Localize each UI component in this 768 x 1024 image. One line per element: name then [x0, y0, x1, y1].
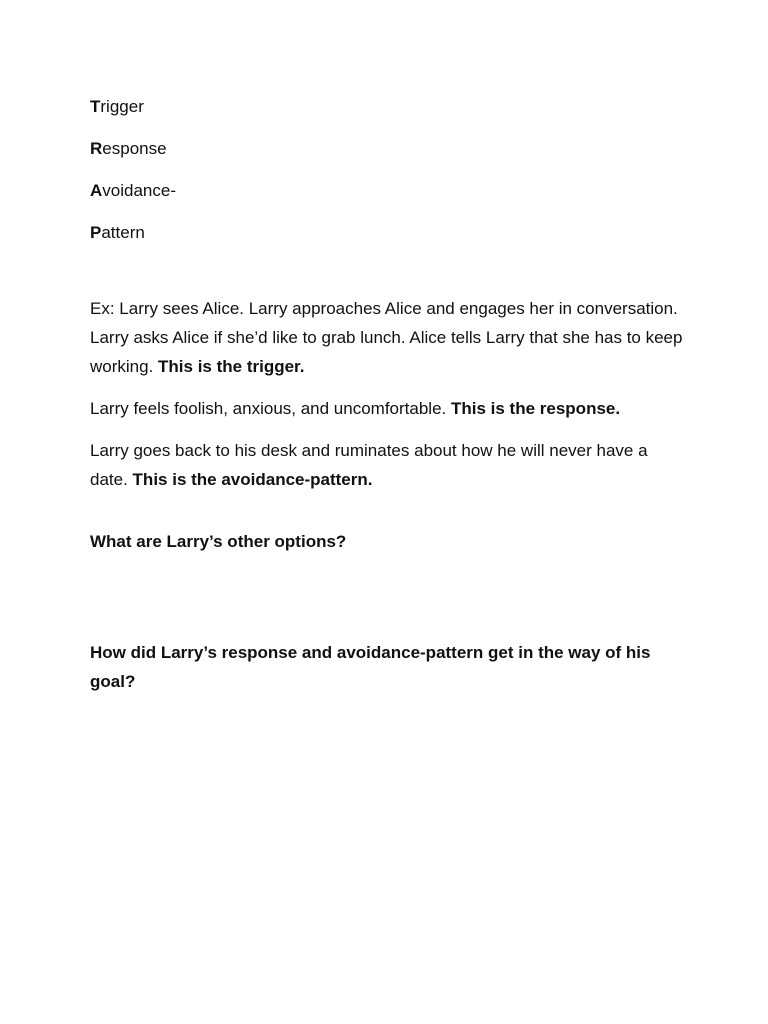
response-text: Larry feels foolish, anxious, and uncomfortable. [90, 399, 451, 418]
trigger-text: Ex: Larry sees Alice. Larry approaches Alice and engages her in conversation. Larry asks Alice if she’d like to grab lunch. Alice tells Larry that she has to keep working. [90, 299, 683, 376]
example-avoidance-paragraph [90, 436, 690, 494]
example-response-paragraph [90, 394, 690, 423]
acronym-initial: A [90, 181, 103, 200]
acronym-trigger [90, 92, 678, 121]
trigger-emphasis: This is the trigger. [158, 357, 305, 376]
acronym-avoidance [90, 176, 678, 205]
acronym-response [90, 134, 678, 163]
acronym-rest: attern [101, 223, 145, 242]
acronym-initial: T [90, 97, 101, 116]
acronym-rest: esponse [102, 139, 167, 158]
response-emphasis: This is the response. [450, 399, 621, 418]
question-goal-obstacle: How did Larry’s response and avoidance-pattern get in the way of his goal? [90, 643, 651, 691]
acronym-pattern [90, 218, 678, 247]
avoidance-emphasis: This is the avoidance-pattern. [132, 470, 373, 489]
acronym-initial: P [90, 223, 102, 242]
question-other-options: What are Larry’s other options? [90, 532, 347, 551]
acronym-initial: R [90, 139, 103, 158]
acronym-rest: voidance- [102, 181, 176, 200]
acronym-rest: rigger [100, 97, 144, 116]
spacer [90, 260, 678, 294]
example-trigger-paragraph [90, 294, 690, 381]
avoidance-text: Larry goes back to his desk and ruminates about how he will never have a date. [90, 441, 648, 489]
